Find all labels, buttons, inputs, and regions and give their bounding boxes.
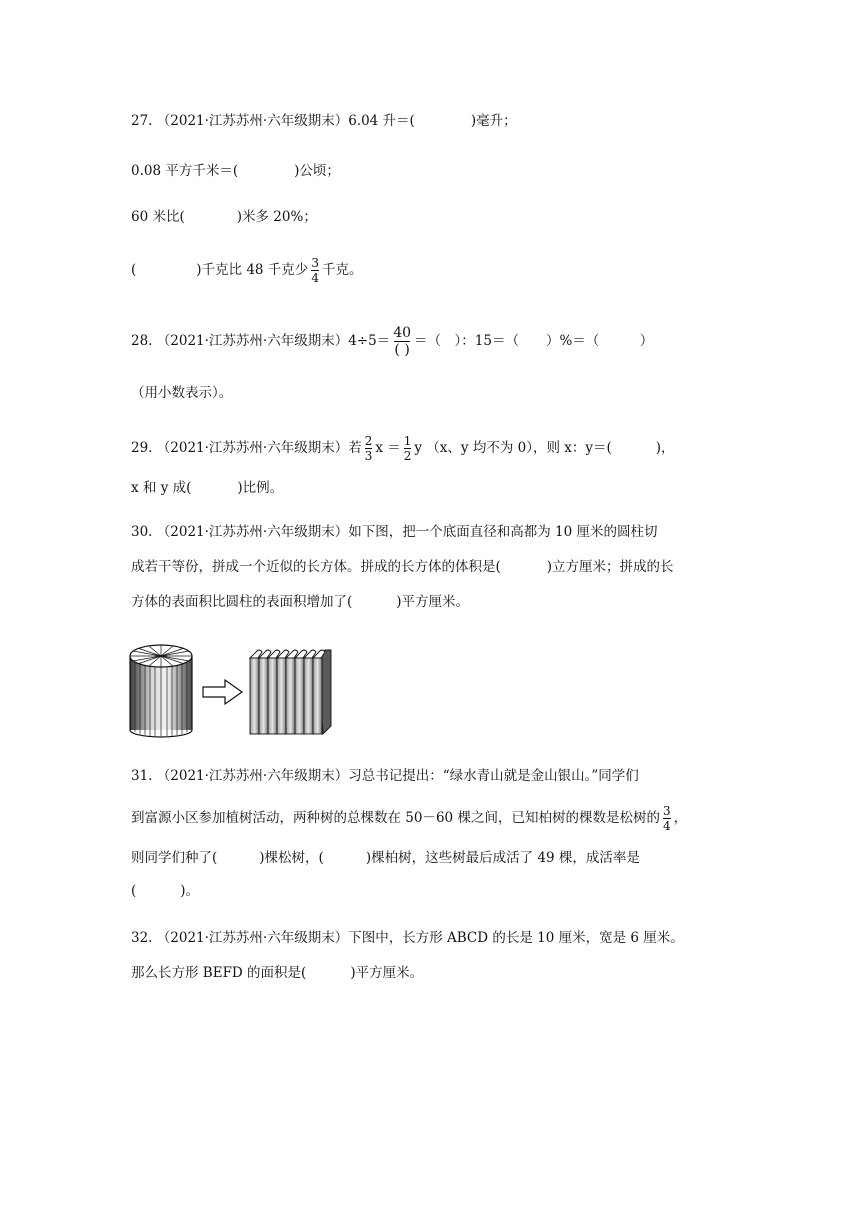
q27-fraction bbox=[310, 257, 320, 284]
q31-line2 bbox=[131, 800, 687, 836]
q30-line1 bbox=[131, 522, 657, 542]
q29-fraction-1-numerator: 2 bbox=[364, 434, 373, 448]
q31-fraction-denominator: 4 bbox=[662, 819, 671, 833]
q31-line4 bbox=[131, 881, 199, 901]
q27-text-4-mid: )千克比 48 千克少 bbox=[196, 262, 309, 278]
q27-text-4-end: 千克。 bbox=[321, 262, 363, 278]
q31-text-3-end: )棵柏树，这些树最后成活了 49 棵，成活率是 bbox=[365, 850, 640, 866]
q27-text-1: 27. （2021·江苏苏州·六年级期末）6.04 升＝( bbox=[131, 113, 415, 129]
q28-line1 bbox=[131, 320, 653, 362]
q30-text-2: 成若干等份，拼成一个近似的长方体。拼成的长方体的体积是( bbox=[131, 559, 501, 575]
q32-text-1: 32. （2021·江苏苏州·六年级期末）下图中，长方形 ABCD 的长是 10 厘米，宽是 6 厘米。 bbox=[131, 930, 684, 946]
q31-fraction bbox=[662, 805, 672, 832]
q27-text-3-end: )米多 20%； bbox=[236, 209, 317, 225]
q29-text-mid2: y （x、y 均不为 0），则 x：y＝( bbox=[414, 440, 612, 456]
q31-text-4: ( bbox=[131, 883, 137, 899]
q29-line2 bbox=[131, 478, 283, 498]
q31-text-4-end: )。 bbox=[180, 883, 200, 899]
q27-line2 bbox=[131, 161, 340, 181]
q31-text-3: 则同学们种了( bbox=[131, 850, 218, 866]
q31-text-1: 31. （2021·江苏苏州·六年级期末）习总书记提出：“绿水青山就是金山银山。”同学们 bbox=[131, 768, 639, 784]
q27-text-4-start: ( bbox=[131, 262, 137, 278]
q31-line3 bbox=[131, 848, 640, 868]
q32-line1 bbox=[131, 928, 684, 948]
q29-line1 bbox=[131, 430, 675, 466]
q32-text-2: 那么长方形 BEFD 的面积是( bbox=[131, 965, 307, 981]
q31-line1 bbox=[131, 766, 639, 786]
q27-line1 bbox=[131, 111, 517, 131]
q30-text-2-end: )立方厘米；拼成的长 bbox=[546, 559, 674, 575]
q29-text-prefix: 29. （2021·江苏苏州·六年级期末）若 bbox=[131, 440, 362, 456]
q28-line2 bbox=[131, 383, 232, 403]
q29-fraction-1-denominator: 3 bbox=[364, 449, 373, 463]
q31-text-3-mid: )棵松树，( bbox=[259, 850, 324, 866]
q30-line3 bbox=[131, 592, 469, 612]
q28-fraction-numerator: 40 bbox=[393, 325, 412, 341]
q27-text-1-end: )毫升； bbox=[470, 113, 517, 129]
q32-text-2-end: )平方厘米。 bbox=[350, 965, 424, 981]
q31-text-2-end: ， bbox=[673, 810, 688, 826]
q29-text-line2-end: )比例。 bbox=[237, 480, 284, 496]
q30-text-3-end: )平方厘米。 bbox=[396, 594, 470, 610]
q27-fraction-numerator: 3 bbox=[311, 256, 319, 270]
q28-text-prefix: 28. （2021·江苏苏州·六年级期末）4÷5＝ bbox=[131, 333, 391, 349]
q30-line2 bbox=[131, 557, 674, 577]
cylinder-to-cuboid-figure bbox=[125, 640, 345, 744]
q30-text-3: 方体的表面积比圆柱的表面积增加了( bbox=[131, 594, 353, 610]
q29-text-end: )， bbox=[655, 440, 675, 456]
q29-fraction-1 bbox=[364, 435, 374, 462]
q27-text-3: 60 米比( bbox=[131, 209, 185, 225]
q28-fraction-denominator: ( ) bbox=[394, 342, 410, 358]
q27-text-2-end: )公顷； bbox=[294, 163, 340, 179]
cylinder-cuboid-illustration bbox=[125, 640, 345, 740]
q27-line4 bbox=[131, 252, 362, 288]
q27-line3 bbox=[131, 207, 317, 227]
q29-fraction-2 bbox=[403, 435, 413, 462]
q28-text-suffix: ＝（ ）：15＝（ ）%＝（ ） bbox=[414, 333, 654, 349]
cuboid-shape bbox=[250, 650, 331, 734]
q29-fraction-2-denominator: 2 bbox=[403, 449, 412, 463]
q29-fraction-2-numerator: 1 bbox=[403, 434, 412, 448]
q31-fraction-numerator: 3 bbox=[662, 804, 671, 818]
q32-line2 bbox=[131, 963, 423, 983]
q27-text-2: 0.08 平方千米＝( bbox=[131, 163, 239, 179]
q30-text-1: 30. （2021·江苏苏州·六年级期末）如下图，把一个底面直径和高都为 10 厘米的圆柱切 bbox=[131, 524, 658, 540]
q28-fraction bbox=[392, 326, 412, 357]
q29-text-line2: x 和 y 成( bbox=[131, 480, 192, 496]
q31-text-2: 到富源小区参加植树活动，两种树的总棵数在 50－60 棵之间，已知柏树的棵数是松树的 bbox=[131, 810, 660, 826]
cylinder-shape bbox=[130, 645, 192, 737]
q28-text-line2: （用小数表示）。 bbox=[131, 385, 233, 401]
q29-text-mid1: x ＝ bbox=[375, 440, 401, 456]
transform-arrow bbox=[203, 680, 242, 704]
q27-fraction-denominator: 4 bbox=[311, 271, 319, 285]
